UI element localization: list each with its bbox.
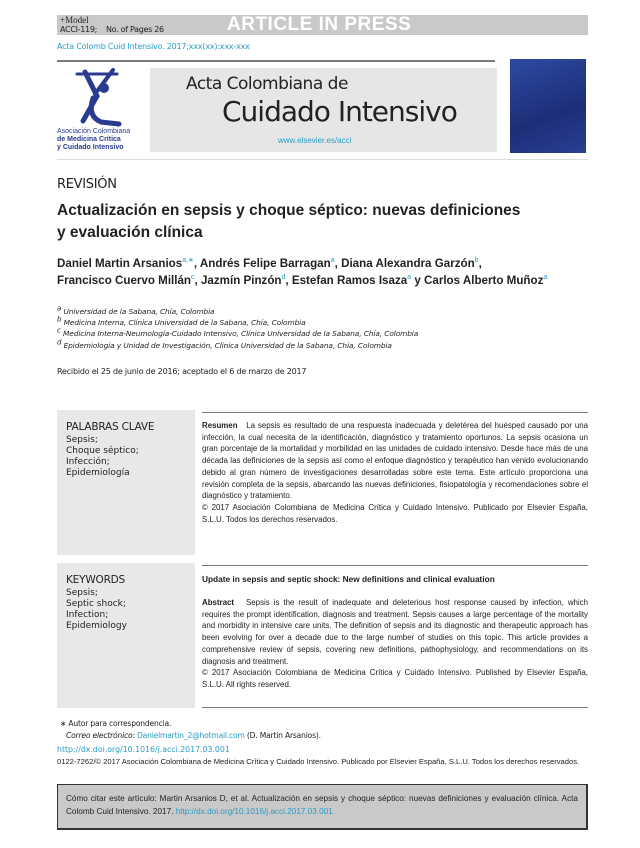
association-logo-icon (57, 66, 137, 128)
author-list (57, 255, 617, 289)
header-rule (57, 60, 495, 62)
author-name: Estefan Ramos Isaza (291, 274, 408, 287)
author-name: Francisco Cuervo Millán (57, 274, 192, 287)
affiliation-mark: a (57, 304, 62, 313)
email-label: Correo electrónico: (66, 731, 135, 740)
affiliation (57, 328, 418, 339)
logo-line: de Medicina Crítica (57, 136, 121, 143)
article-in-press-banner (57, 15, 588, 35)
affiliation-text: Medicina Interna, Clínica Universidad de la Sabana, Chía, Colombia (63, 318, 306, 328)
abstract-copyright: © 2017 Asociación Colombiana de Medicina Crítica y Cuidado Intensivo. Published by Elsevier España, S.L.U. All rights reserved. (202, 668, 588, 689)
author-affiliation-mark: a,∗ (182, 257, 194, 265)
affiliation-text: Medicina Interna-Neumología-Cuidado Intensivo, Clínica Universidad de la Sabana, Chía, Colombia (63, 329, 419, 339)
abstract-text: Sepsis is the result of inadequate and deleterious host response caused by infection, which requires the prompt identification, diagnosis and treatment. Sepsis causes a large percentage of the mortality and morbidity in intensive care units. The definition of sepsis and its diagnostic and therapeutic approach has been evolving for over a decade due to the large number of studies on this topic. This article provides a comprehensive review of sepsis, covering new definitions, pathophysiology, and recommendations on its diagnosis and treatment. (202, 598, 588, 666)
footnote-text: Autor para correspondencia. (68, 719, 172, 728)
affiliation-text: Epidemiología y Unidad de Investigación, Clínica Universidad de la Sabana, Chía, Colombia (63, 340, 392, 350)
keyword: Choque séptico; (66, 446, 139, 456)
author-name: Andrés Felipe Barragan (199, 257, 331, 270)
affiliation-text: Universidad de la Sabana, Chía, Colombia (63, 307, 215, 316)
author-name: Carlos Alberto Muñoz (424, 274, 544, 287)
author-name: Daniel Martin Arsanios (57, 257, 183, 270)
abstract (202, 597, 588, 691)
resumen (202, 420, 588, 525)
association-logo-text (57, 128, 147, 152)
citation-doi-link[interactable]: http://dx.doi.org/10.1016/j.acci.2017.03.001 (175, 806, 333, 816)
doi-link[interactable]: http://dx.doi.org/10.1016/j.acci.2017.03.001 (57, 745, 230, 754)
journal-citation-line: Acta Colomb Cuid Intensivo. 2017;xxx(xx):xxx-xxx (57, 42, 250, 51)
journal-title-line2: Cuidado Intensivo (222, 95, 457, 128)
author-separator: , (285, 274, 292, 287)
affiliation (57, 340, 418, 351)
author-affiliation-mark: b (474, 257, 479, 265)
header-divider (57, 159, 588, 160)
resumen-label: Resumen (202, 421, 238, 430)
author-separator: , (193, 257, 200, 270)
abstract-label: Abstract (202, 598, 235, 607)
author-separator: , (334, 257, 342, 270)
author-affiliation-mark: a (330, 257, 335, 265)
affiliation-mark: d (57, 338, 62, 347)
email-link[interactable]: Danielmartin_2@hotmail.com (137, 731, 245, 740)
email-owner: (D. Martin Arsanios). (246, 731, 321, 740)
status-label: ARTICLE IN PRESS (227, 14, 412, 35)
keyword: Sepsis; (66, 588, 98, 598)
copyright-line: 0122-7262/© 2017 Asociación Colombiana de Medicina Crítica y Cuidado Intensivo. Publicado por Elsevier España, S.L.U. Todos los derechos reservados. (57, 757, 580, 766)
logo-line: Asociación Colombiana (57, 128, 131, 135)
journal-masthead (150, 68, 497, 152)
keywords-box-en (57, 563, 195, 708)
keyword: Septic shock; (66, 599, 126, 609)
keyword: Infección; (66, 457, 110, 467)
author-separator: y (411, 274, 424, 287)
affiliation-mark: c (57, 326, 61, 335)
affiliation-mark: b (57, 315, 62, 324)
journal-title-line1: Acta Colombiana de (186, 74, 348, 94)
english-title: Update in sepsis and septic shock: New definitions and clinical evaluation (202, 574, 495, 584)
affiliation (57, 317, 418, 328)
keyword: Epidemiología (66, 468, 130, 478)
affiliations (57, 306, 418, 351)
author-separator: , (194, 274, 201, 287)
citation-box (57, 784, 588, 830)
journal-url-link[interactable]: www.elsevier.es/acci (278, 136, 352, 145)
received-dates: Recibido el 25 de junio de 2016; aceptado el 6 de marzo de 2017 (57, 367, 307, 376)
article-ref: ACCI-119; No. of Pages 26 (60, 25, 164, 34)
author-affiliation-mark: a (407, 274, 412, 282)
footnote-mark: ∗ (60, 719, 67, 728)
keywords-box-es (57, 410, 195, 555)
model-label: +Model (60, 15, 89, 25)
logo-line: y Cuidado Intensivo (57, 144, 124, 151)
author-name: Jazmín Pinzón (200, 274, 282, 287)
author-affiliation-mark: a (543, 274, 548, 282)
journal-cover-image (510, 59, 586, 153)
resumen-copyright: © 2017 Asociación Colombiana de Medicina Crítica y Cuidado Intensivo. Publicado por Elsevier España, S.L.U. Todos los derechos reservados. (202, 502, 588, 524)
section-label: REVISIÓN (57, 177, 117, 192)
keywords-heading: KEYWORDS (66, 574, 126, 586)
author-affiliation-mark: c (191, 274, 195, 282)
affiliation (57, 306, 418, 317)
citation-text: Cómo citar este artículo: Martin Arsanios D, et al. Actualización en sepsis y choque séptico: nuevas definiciones y evaluación clínica. Acta Colomb Cuid Intensivo. 2017. (66, 794, 578, 816)
keywords-heading: PALABRAS CLAVE (66, 421, 155, 433)
author-affiliation-mark: d (281, 274, 286, 282)
author-separator: , (478, 257, 482, 270)
keyword: Sepsis; (66, 435, 98, 445)
correspondence-footnote (60, 718, 321, 742)
article-title: Actualización en sepsis y choque séptico: nuevas definiciones y evaluación clínica (57, 202, 521, 241)
author-name: Diana Alexandra Garzón (341, 257, 475, 270)
keyword: Epidemiology (66, 621, 127, 631)
abstract-rule (202, 565, 588, 566)
abstract-end-rule (202, 707, 588, 708)
abstract-rule (202, 412, 588, 413)
keyword: Infection; (66, 610, 109, 620)
resumen-text: La sepsis es resultado de una respuesta inadecuada y deletérea del huésped causado por una infección, la cual necesita de la identificación, diagnóstico y tratamiento oportunos. La sepsis ocasiona un gran porcentaje de la mortalidad y morbilidad en las unidades de cuidado intensivo. Desde hace más de una década las definiciones de la sepsis así como el enfoque diagnóstico y terapéutico han venido evolucionando debido al gran número de investigaciones desarrolladas sobre este tema. Este artículo proporciona una revisión completa de la sepsis, abarcando las nuevas definiciones, fisiopatología y recomendaciones sobre el diagnóstico y tratamiento. (202, 421, 589, 501)
